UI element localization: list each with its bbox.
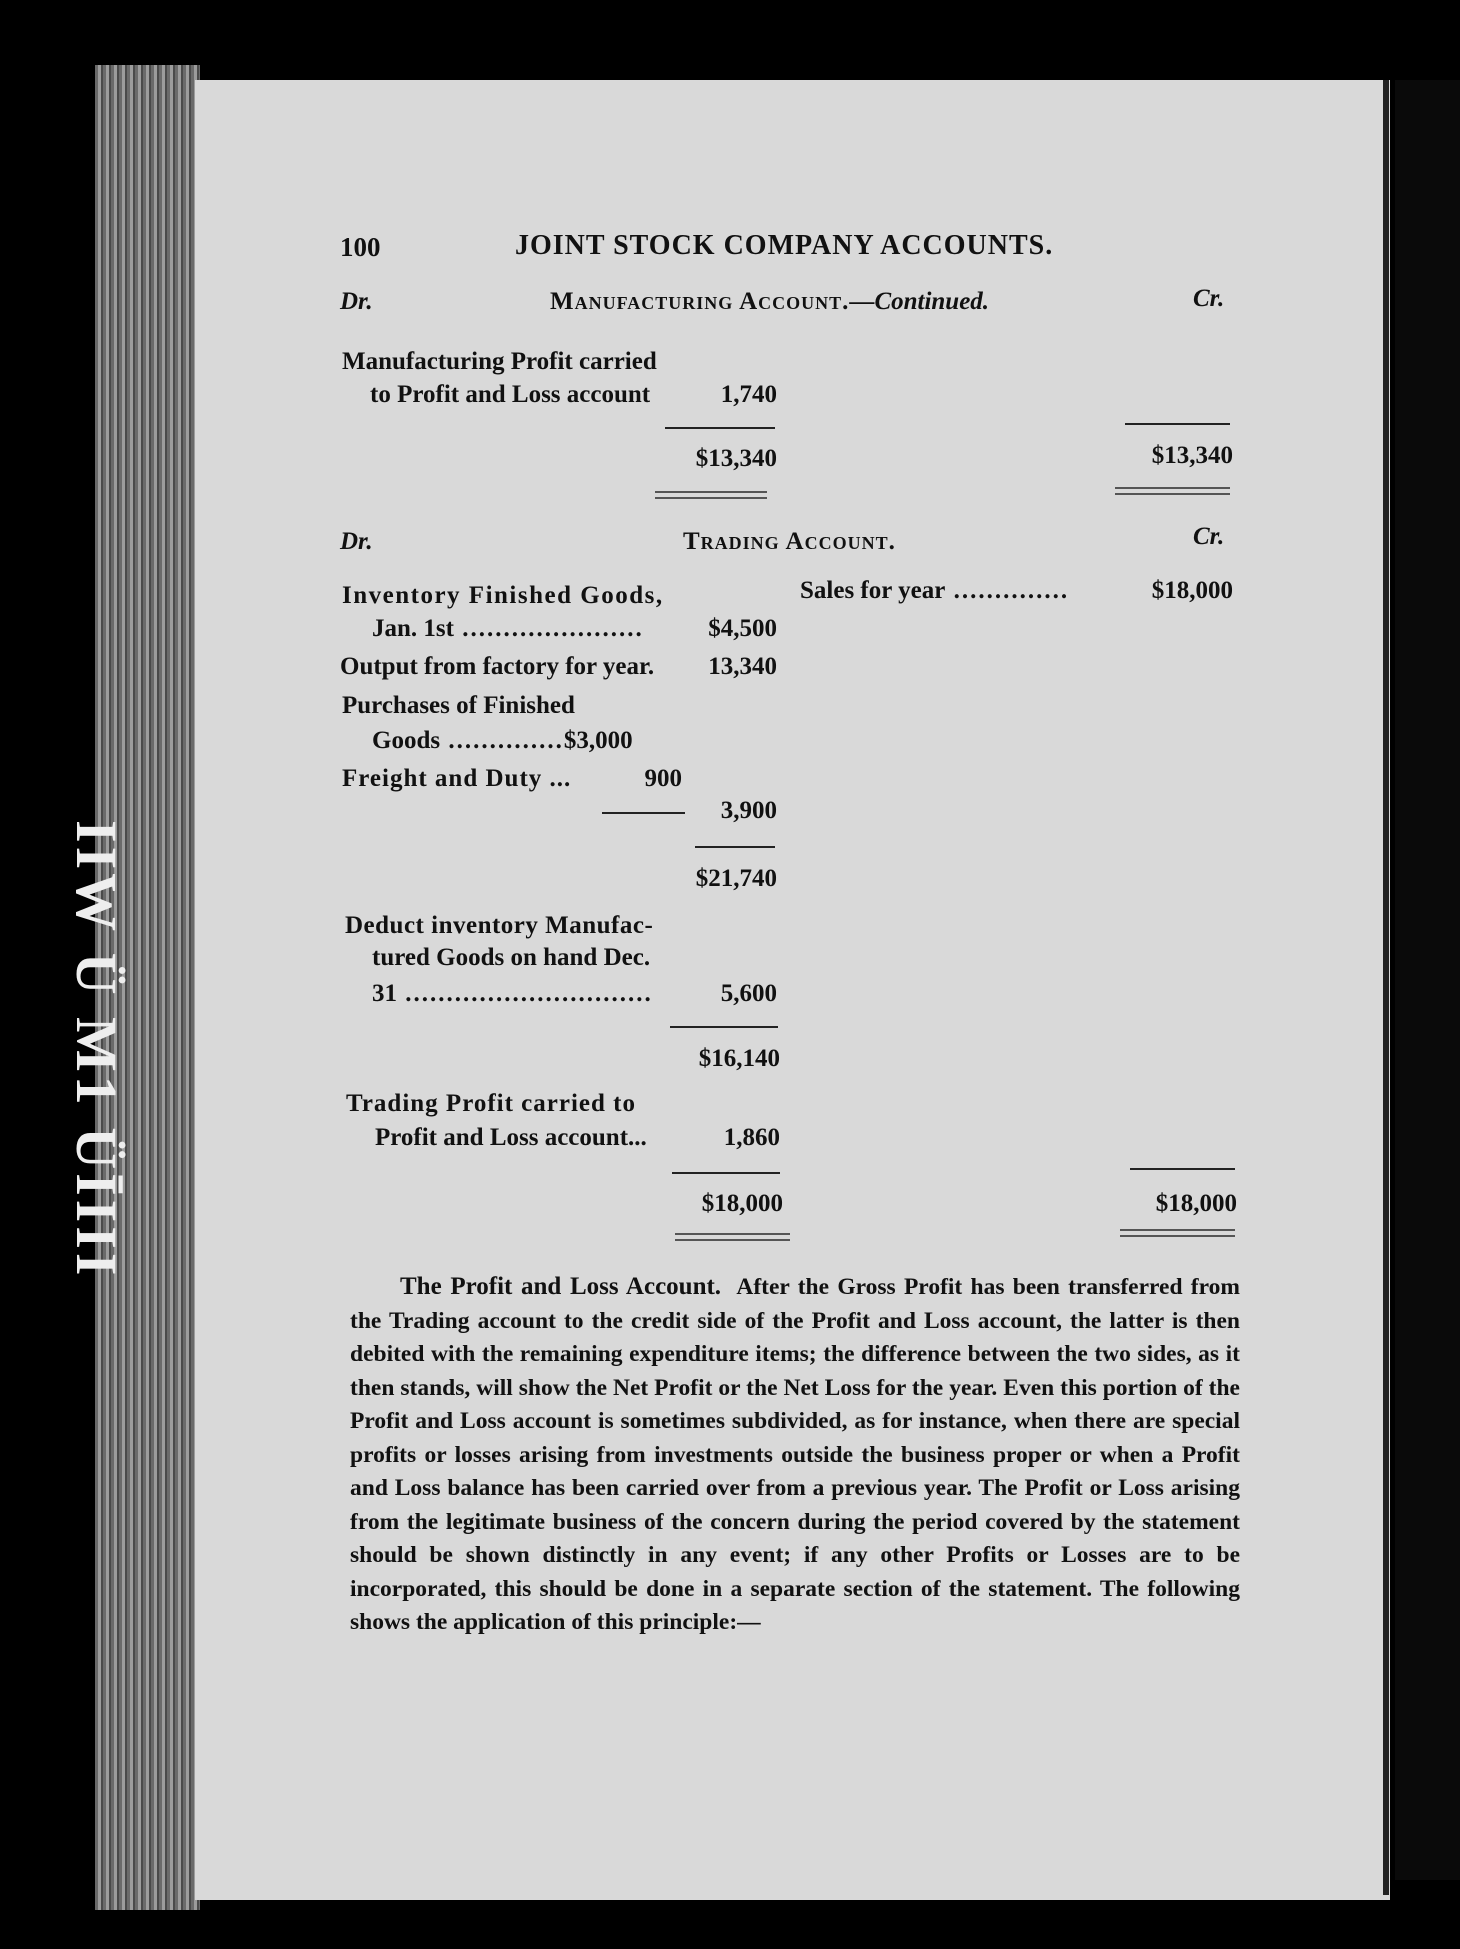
rule: [695, 846, 775, 848]
rule: [672, 1172, 780, 1174]
double-rule: [675, 1233, 790, 1241]
mfg-total-cr: $13,340: [1151, 442, 1233, 469]
trading-profit-label-1: Trading Profit carried to: [346, 1090, 636, 1117]
inventory-label-1: Inventory Finished Goods,: [342, 582, 664, 609]
manufacturing-dr: Dr.: [340, 288, 373, 315]
freight-label: Freight and Duty ...: [342, 765, 572, 792]
paragraph-body: After the Gross Profit has been transferred from the Trading account to the credit side of the Profit and Loss account, the latter is then debited with the remaining expenditure items; the difference between the two sides, as it then stands, will show the Net Profit or the Net Loss for the year. Even this portion of the Profit and Loss account is sometimes subdivided, as for instance, when there are special profits or losses arising from investments outside the business proper or when a Profit and Loss balance has been carried over from a previous year. The Profit or Loss arising from the legitimate business of the concern during the period covered by the statement should be shown distinctly in any event; if any other Profits or Losses are to be incorporated, this should be done in a separate section of the statement. The following shows the application of this principle:—: [350, 1274, 1240, 1635]
purchases-label-2: Goods ..............$3,000: [372, 727, 633, 754]
manufacturing-cr: Cr.: [1193, 285, 1225, 312]
trading-cr: Cr.: [1193, 523, 1225, 550]
trading-total-dr: $18,000: [701, 1190, 783, 1217]
sales-amount: $18,000: [1151, 577, 1233, 604]
trading-dr: Dr.: [340, 528, 373, 555]
trading-total-cr: $18,000: [1155, 1190, 1237, 1217]
manufacturing-title: Manufacturing Account.—Continued.: [550, 288, 990, 315]
trading-profit-amount: 1,860: [723, 1124, 780, 1151]
profit-loss-paragraph: [350, 1270, 1240, 1640]
rule: [665, 427, 775, 429]
freight-amount: 900: [644, 765, 682, 792]
page-gutter: [1383, 80, 1389, 1895]
trading-title: Trading Account.: [683, 528, 896, 555]
trading-profit-label-2: Profit and Loss account...: [375, 1124, 647, 1151]
deduct-label-1: Deduct inventory Manufac-: [345, 912, 654, 939]
subtotal-2: $16,140: [698, 1045, 780, 1072]
output-amount: 13,340: [708, 653, 777, 680]
mfg-profit-label-1: Manufacturing Profit carried: [342, 348, 657, 375]
rule: [1130, 1168, 1235, 1170]
double-rule: [655, 491, 767, 499]
deduct-label-3: 31 ..............................: [372, 980, 653, 1007]
facing-page-edge: [1395, 80, 1460, 1880]
purchases-total: 3,900: [720, 797, 777, 824]
purchases-label-1: Purchases of Finished: [342, 692, 575, 719]
double-rule: [1120, 1229, 1235, 1237]
paragraph-heading: The Profit and Loss Account.: [400, 1273, 722, 1300]
rule: [670, 1026, 778, 1028]
double-rule: [1115, 487, 1230, 495]
inventory-label-2: Jan. 1st ......................: [372, 615, 644, 642]
deduct-label-2: tured Goods on hand Dec.: [372, 944, 651, 971]
rule: [1125, 423, 1230, 425]
output-label: Output from factory for year.: [340, 653, 655, 680]
subtotal-1: $21,740: [695, 865, 777, 892]
spine-stamp: IIW Ü M1 ÜĪIII: [64, 820, 129, 1280]
mfg-profit-amount: 1,740: [720, 381, 777, 408]
inventory-amount: $4,500: [708, 615, 777, 642]
mfg-total-dr: $13,340: [695, 445, 777, 472]
deduct-amount: 5,600: [720, 980, 777, 1007]
sales-label: Sales for year ..............: [800, 577, 1070, 604]
page-number: 100: [340, 232, 381, 262]
mfg-profit-label-2: to Profit and Loss account: [370, 381, 651, 408]
running-title: JOINT STOCK COMPANY ACCOUNTS.: [515, 230, 1054, 261]
